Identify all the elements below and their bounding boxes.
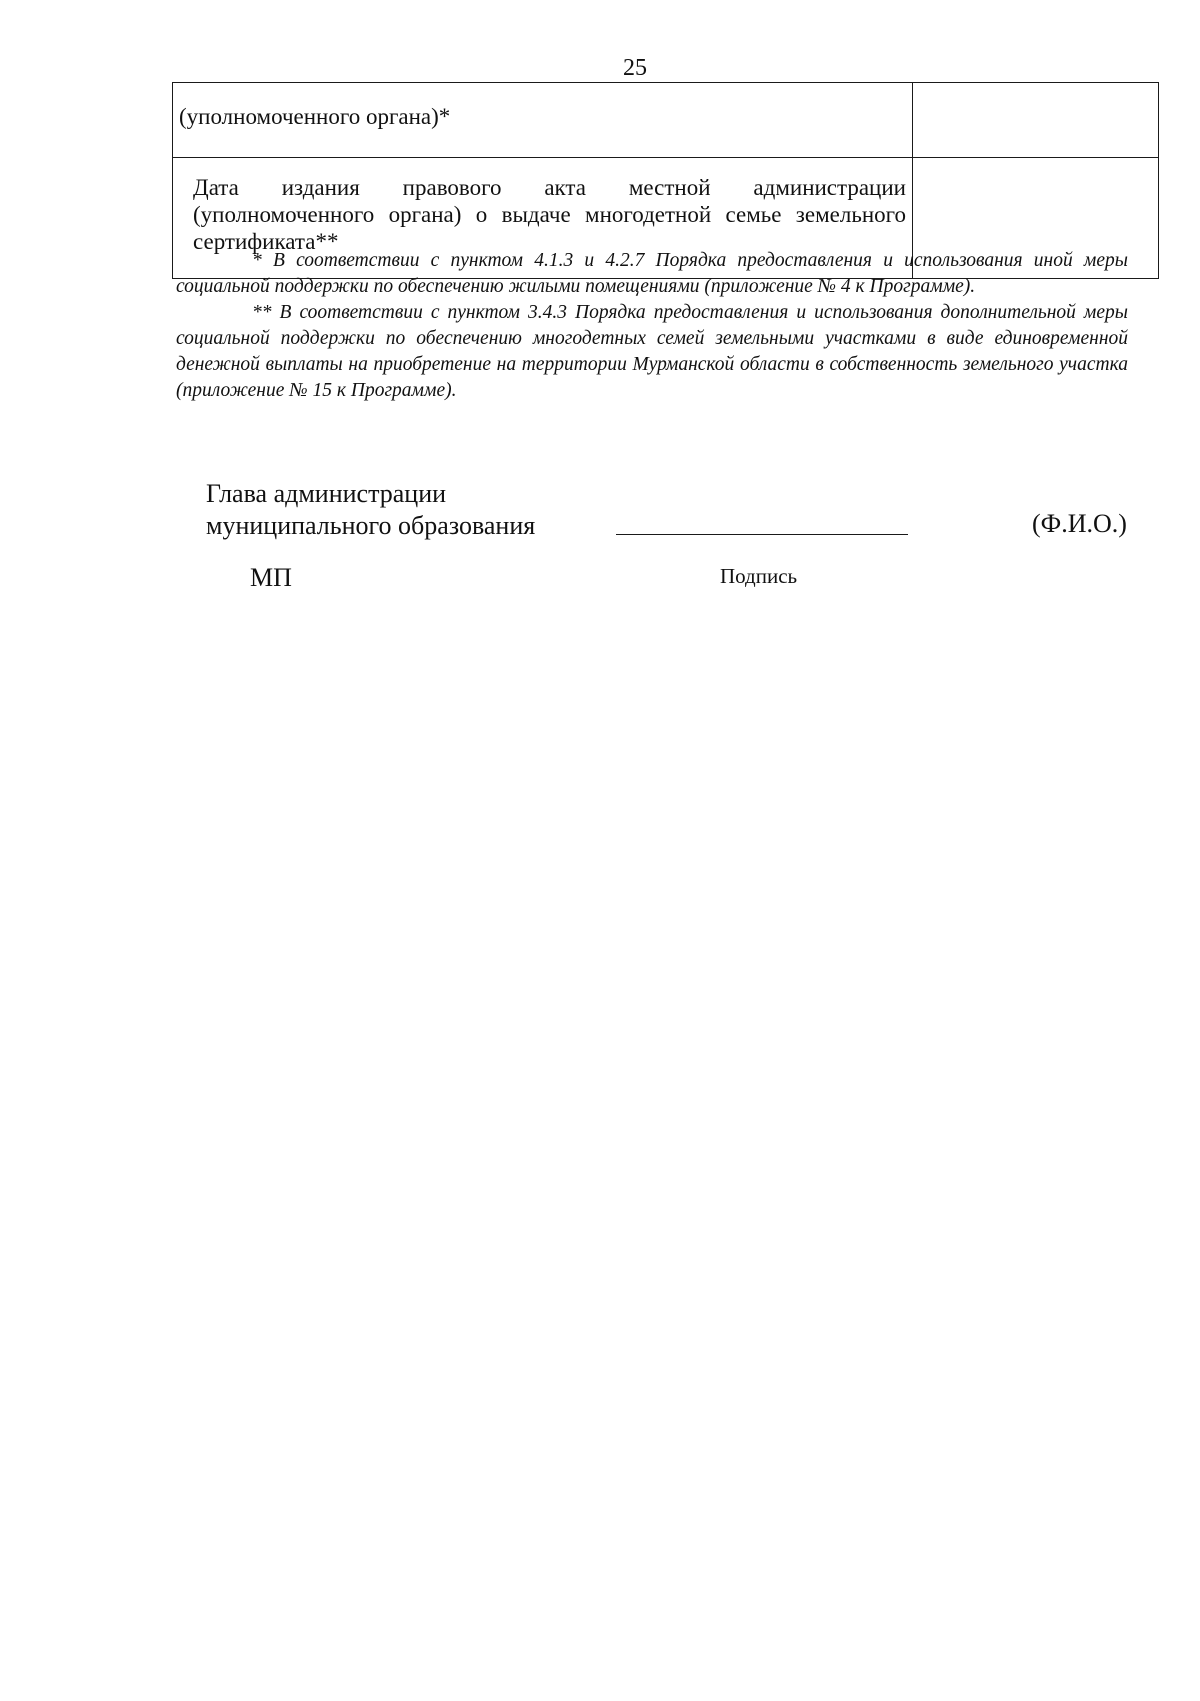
signature-caption: Подпись [720, 564, 798, 588]
table-row [173, 83, 1159, 158]
stamp-placeholder: МП [250, 563, 292, 592]
table-cell-label: Дата издания правового акта местной администрации (уполномоченного органа) о выдаче многодетной семье земельного сертификата** [173, 158, 913, 279]
signatory-title-line-1: Глава администрации [206, 479, 447, 508]
table-cell-value [913, 83, 1159, 158]
footnotes [176, 248, 1128, 404]
signatory-fio: (Ф.И.О.) [1032, 509, 1127, 538]
signatory-title [206, 478, 535, 542]
footnote-1: * В соответствии с пунктом 4.1.3 и 4.2.7 Порядка предоставления и использования иной меры социальной поддержки по обеспечению жилыми помещениями (приложение № 4 к Программе). [176, 250, 1128, 297]
table-cell-label: (уполномоченного органа)* [173, 83, 913, 158]
signature-line [616, 534, 908, 535]
page-number: 25 [623, 55, 647, 81]
footnote-2: ** В соответствии с пунктом 3.4.3 Порядка предоставления и использования дополнительной меры социальной поддержки по обеспечению многодетных семей земельными участками в виде единовременной денежной выплаты на приобретение на территории Мурманской области в собственность земельного участка (приложение № 15 к Программе). [176, 302, 1128, 401]
signatory-title-line-2: муниципального образования [206, 511, 536, 540]
